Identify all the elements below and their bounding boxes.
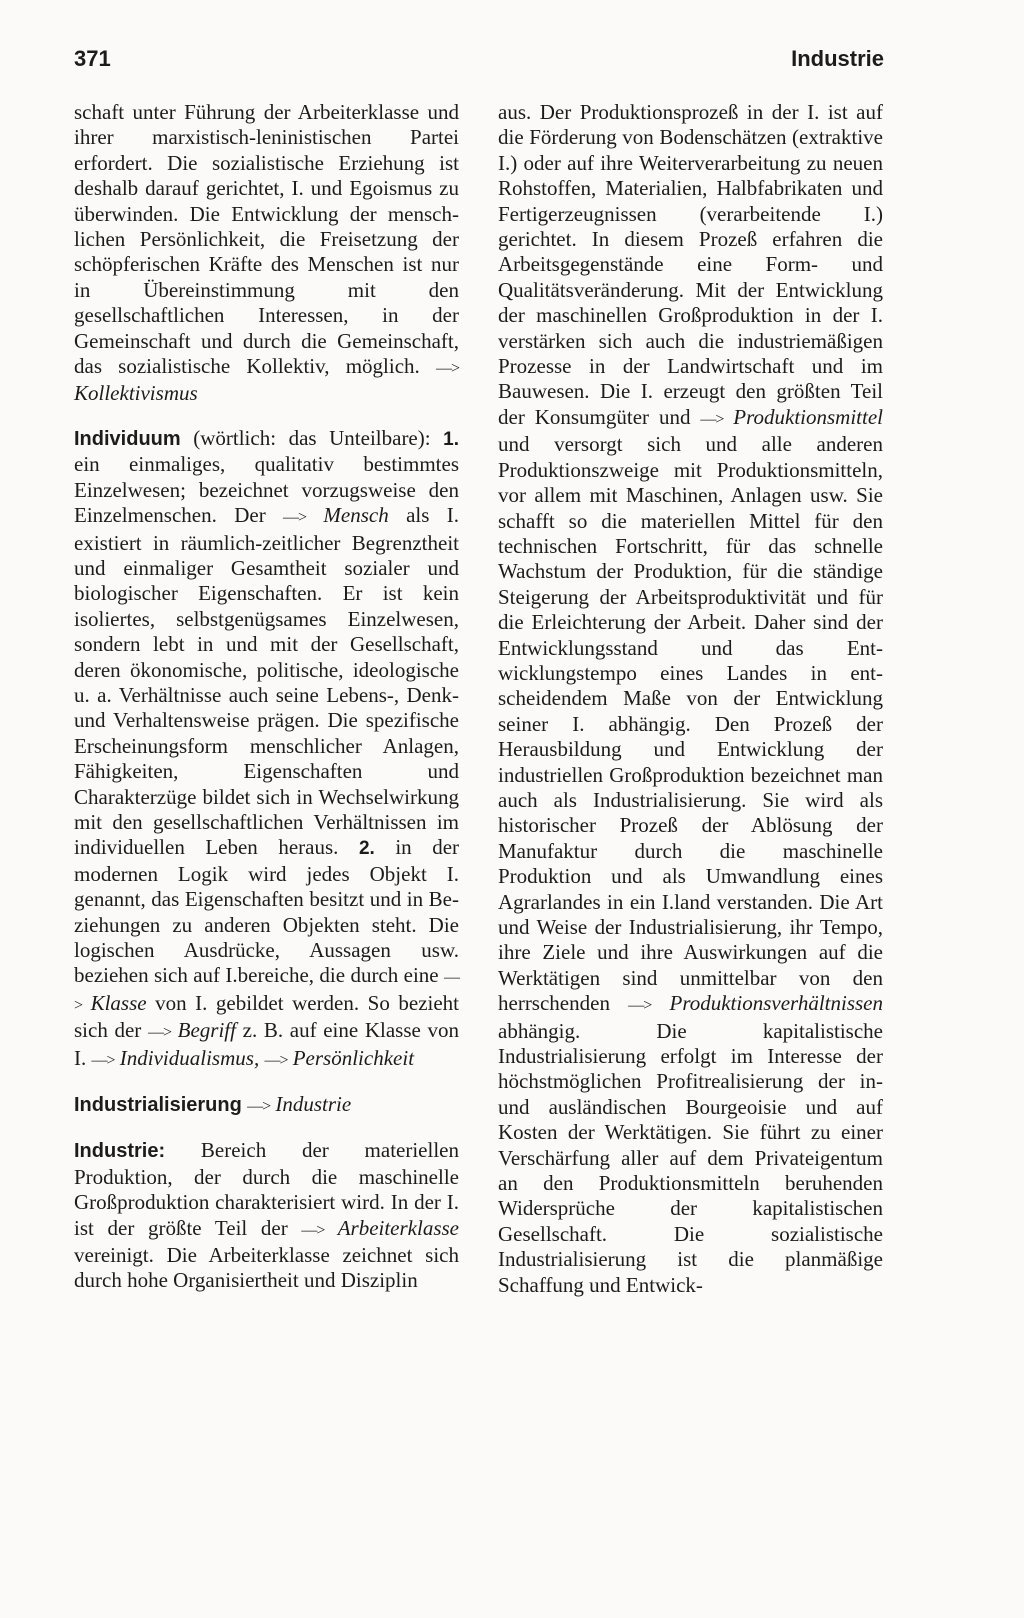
cross-reference[interactable]: —> Kollektivismus <box>74 360 459 406</box>
entry-industrialisierung <box>74 1092 459 1119</box>
cross-reference[interactable]: —> Arbeiterklasse <box>301 1215 459 1240</box>
arrow-icon: —> <box>74 969 459 1014</box>
right-column <box>498 100 883 1298</box>
arrow-icon: —> <box>435 360 459 378</box>
entry-headword: Individuum <box>74 427 181 450</box>
cross-reference[interactable]: —> Klasse <box>74 969 459 1015</box>
arrow-icon: —> <box>247 1098 271 1116</box>
cross-reference[interactable]: —> Mensch <box>283 503 389 528</box>
cross-reference[interactable]: —> Industrie <box>247 1092 352 1117</box>
entry-industrie-continued: aus. Der Produktionsprozeß in der I. ist auf die Förderung von Bodenschätzen (extraktive I.) oder auf ihre Weiterverarbeitung zu neuen Rohstoffen, Materialien, Halbfabrikaten und Fertigerzeugnissen (verarbeitende I.) gerichtet. In diesem Prozeß erfahren die Arbeitsgegenstände eine Form- und Qualitätsveränderung. Mit der Entwicklung der maschinellen Großproduktion in der I. verstärken sich auch die industriemäßigen Prozesse in der Landwirtschaft und im Bauwesen. Die I. erzeugt den größten Teil der Konsumgüter und —> Produktionsmittel und versorgt sich und alle anderen Produktionszweige mit Produktionsmitteln, vor allem mit Maschinen, Anlagen usw. Sie schafft so die materiellen Mittel für den technischen Fortschritt, für das schnelle Wachstum der Produktion, für die ständige Steigerung der Arbeitsproduktivität und für die Erleichterung der Arbeit. Daher sind der Entwicklungsstand und das Entwicklungstempo eines Landes in entscheidendem Maße von der Entwicklung seiner I. abhängig. Den Prozeß der Herausbildung und Entwicklung der industriellen Großproduktion bezeichnet man auch als Industrialisierung. Sie wird als historischer Prozeß der Ablösung der Manufaktur durch die maschinelle Produktion und als Umwandlung eines Agrarlandes in ein I.land verstanden. Die Art und Weise der Industrialisierung, ihr Tempo, ihre Ziele und ihre Auswirkungen auf die Werktätigen sind unmittelbar von den herrschenden —> Produktionsverhältnissen abhängig. Die kapitalistische Industrialisierung erfolgt im Interesse der höchstmöglichen Profitrealisierung der in- und ausländischen Bourgeoisie und auf Kosten der Werktätigen. Sie führt zu einer Verschärfung aller auf dem Privateigentum an den Produktionsmitteln beruhenden Widersprüche der kapitalistischen Gesellschaft. Die sozialistische Industrialisierung ist die planmäßige Schaffung und Entwick- <box>498 100 883 1297</box>
entry-headword: Industrie: <box>74 1140 166 1163</box>
sense-number: 2. <box>358 838 375 860</box>
arrow-icon: —> <box>283 509 307 527</box>
entry-individuum: Individuum (wörtlich: das Unteilbare): 1. ein einmaliges, qualitativ bestimmtes Einzelwesen; bezeichnet vorzugsweise den Einzelmenschen. Der —> Mensch als I. existiert in räumlich-zeitlicher Begrenztheit und einmaliger Gesamtheit sozialer und biologischer Eigenschaften. Er ist kein isoliertes, selbstgenügsames Einzelwesen, sondern lebt in und mit der Gesellschaft, deren ökonomische, politische, ideologische u. a. Verhältnisse auch seine Lebens-, Denk- und Verhaltensweise prägen. Die spezifische Erscheinungsform menschlicher Anlagen, Fähigkeiten, Eigenschaften und Charakterzüge bildet sich in Wechselwirkung mit den gesellschaftlichen Verhältnissen im individuellen Leben heraus. 2. in der modernen Logik wird jedes Objekt I. genannt, das Eigenschaften besitzt und in Beziehungen zu anderen Objekten steht. Die logischen Ausdrücke, Aussagen usw. beziehen sich auf I.bereiche, die durch eine —> Klasse von I. gebildet werden. So bezieht sich der —> Begriff z. B. auf eine Klasse von I. —> Individualismus, —> Persönlichkeit <box>74 425 460 1070</box>
cross-reference[interactable]: —> Persönlichkeit <box>264 1045 415 1070</box>
arrow-icon: —> <box>301 1221 325 1239</box>
page-header <box>74 46 884 72</box>
arrow-icon: —> <box>628 997 652 1015</box>
left-column <box>74 100 459 1294</box>
arrow-icon: —> <box>264 1051 288 1069</box>
sense-number: 1. <box>443 428 459 450</box>
entry-industrie: Industrie: Bereich der materiellen Produktion, der durch die maschinelle Großproduktion charakterisiert wird. In der I. ist der größte Teil der —> Arbeiterklasse vereinigt. Die Arbeiterklasse zeichnet sich durch hohe Organisiertheit und Disziplin <box>74 1138 459 1293</box>
arrow-icon: —> <box>91 1051 115 1069</box>
entry-continuation: schaft unter Führung der Arbeiterklasse und ihrer marxistisch-leninistischen Partei erfordert. Die sozialistische Erziehung ist deshalb darauf gerichtet, I. und Egoismus zu überwinden. Die Entwicklung der menschlichen Persönlichkeit, die Freisetzung der schöpferischen Kräfte des Menschen ist nur in Übereinstimmung mit den gesellschaftlichen Interessen, in der Gemeinschaft und durch die Gemeinschaft, das sozialistische Kollektiv, möglich. —> Kollektivismus <box>74 100 459 406</box>
entry-headword: Industrialisierung <box>74 1094 242 1117</box>
page-number: 371 <box>74 46 111 71</box>
running-head: Industrie <box>791 46 884 71</box>
arrow-icon: —> <box>147 1024 171 1042</box>
cross-reference[interactable]: —> Produktionsmittel <box>700 404 883 429</box>
cross-reference[interactable]: —> Begriff <box>147 1018 236 1043</box>
cross-reference[interactable]: —> Individualismus, <box>91 1045 260 1070</box>
arrow-icon: —> <box>700 410 724 428</box>
cross-reference[interactable]: —> Produktionsverhältnissen <box>628 991 883 1016</box>
